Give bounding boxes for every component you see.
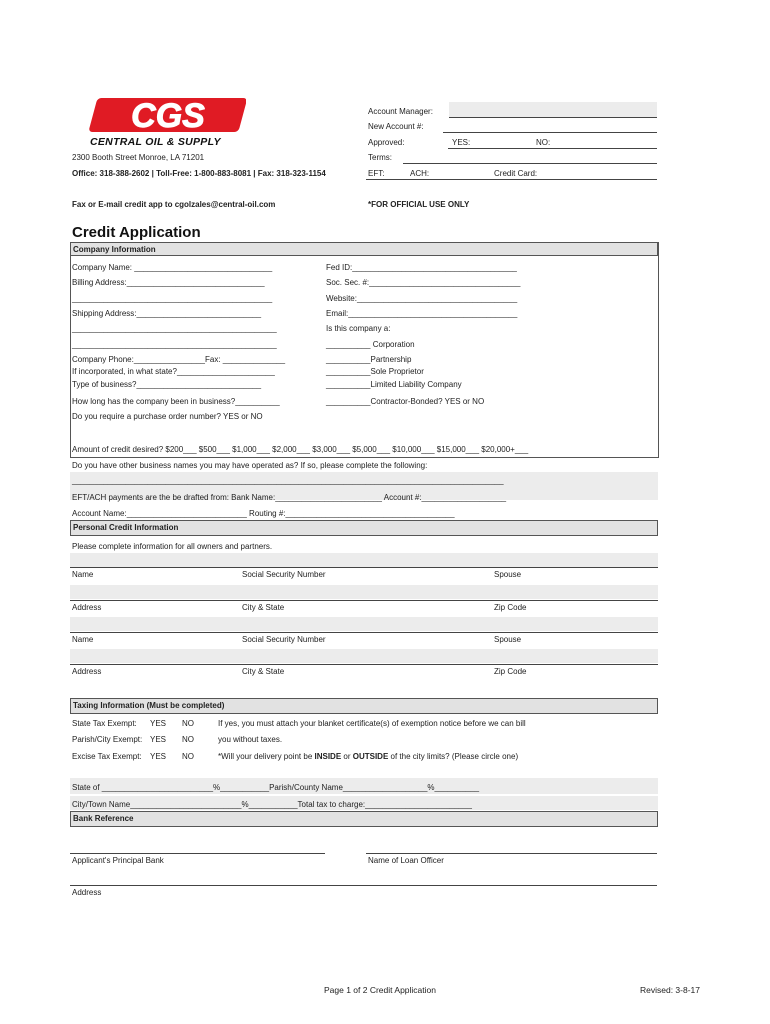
owner2-ssn-label: Social Security Number: [242, 635, 326, 644]
principal-bank-label: Applicant's Principal Bank: [72, 856, 164, 865]
credit-amount-field[interactable]: Amount of credit desired? $200___ $500___ $1,000___ $2,000___ $3,000___ $5,000___ $10,000___ $15,000___ $20,000+___: [72, 445, 529, 454]
page-title: Credit Application: [72, 224, 201, 241]
account-manager-line: [449, 117, 657, 118]
loan-officer-label: Name of Loan Officer: [368, 856, 444, 865]
shipping-address-line2[interactable]: ______________________________________________: [72, 324, 277, 333]
owner1-ssn-label: Social Security Number: [242, 570, 326, 579]
owner2-spouse-label: Spouse: [494, 635, 522, 644]
page-footer: Page 1 of 2 Credit Application: [324, 985, 436, 995]
incorporated-state-field[interactable]: If incorporated, in what state?______________________: [72, 367, 275, 376]
excise-exempt-label: Excise Tax Exempt:: [72, 752, 142, 761]
state-parish-tax-field[interactable]: State of _________________________%___________Parish/County Name___________________%__________: [72, 783, 480, 792]
delivery-text-a: *Will your delivery point be: [218, 752, 315, 761]
corporation-option[interactable]: __________ Corporation: [326, 340, 415, 349]
owner1-zip-label: Zip Code: [494, 603, 527, 612]
billing-address-field[interactable]: Billing Address:_______________________________: [72, 278, 265, 287]
company-type-question: Is this company a:: [326, 324, 391, 333]
owner1-row2-shade[interactable]: [70, 585, 658, 599]
shipping-address-line3[interactable]: ______________________________________________: [72, 340, 277, 349]
taxing-info-header-text: Taxing Information (Must be completed): [73, 701, 225, 710]
owner1-row1-shade[interactable]: [70, 553, 658, 567]
eft-label[interactable]: EFT:: [368, 169, 385, 178]
delivery-or: or: [341, 752, 353, 761]
parish-exempt-no[interactable]: NO: [182, 735, 194, 744]
owner1-name-label: Name: [72, 570, 94, 579]
city-total-tax-field[interactable]: City/Town Name_________________________%___________Total tax to charge:________________________: [72, 800, 472, 809]
partnership-option[interactable]: __________Partnership: [326, 355, 412, 364]
owner1-address-label: Address: [72, 603, 102, 612]
new-account-line[interactable]: [443, 132, 657, 133]
owner2-row2-line: [70, 664, 658, 665]
personal-instructions: Please complete information for all owners and partners.: [72, 542, 273, 551]
owner2-row1-shade[interactable]: [70, 617, 658, 631]
llc-option[interactable]: __________Limited Liability Company: [326, 380, 462, 389]
approved-label: Approved:: [368, 138, 405, 147]
logo-letters: CGS: [131, 97, 205, 135]
eft-line: [366, 179, 657, 180]
owner1-row2-line: [70, 600, 658, 601]
account-manager-field[interactable]: [449, 102, 657, 117]
owner2-city-state-label: City & State: [242, 667, 285, 676]
contractor-bonded-option[interactable]: __________Contractor-Bonded? YES or NO: [326, 397, 485, 406]
state-exempt-yes[interactable]: YES: [150, 719, 167, 728]
fax-email-note: Fax or E-mail credit app to cgolzales@central-oil.com: [72, 200, 276, 209]
terms-label: Terms:: [368, 153, 392, 162]
owner2-row1-line: [70, 632, 658, 633]
bank-reference-header: Bank Reference: [70, 811, 658, 827]
logo-name: CENTRAL OIL & SUPPLY: [90, 136, 221, 148]
other-names-line[interactable]: _________________________________________________________________________________________________: [72, 476, 504, 485]
account-name-routing-field[interactable]: Account Name:___________________________ Routing #:______________________________________: [72, 509, 455, 518]
sole-proprietor-option[interactable]: __________Sole Proprietor: [326, 367, 424, 376]
owner2-row2-shade[interactable]: [70, 649, 658, 663]
revision-date: Revised: 3-8-17: [640, 985, 701, 995]
principal-bank-line[interactable]: [70, 853, 325, 854]
parish-exempt-label: Parish/City Exempt:: [72, 735, 143, 744]
owner2-zip-label: Zip Code: [494, 667, 527, 676]
company-info-box: [70, 242, 659, 458]
terms-line[interactable]: [403, 163, 657, 164]
account-manager-label: Account Manager:: [368, 107, 433, 116]
other-names-question: Do you have other business names you may have operated as? If so, please complete the following:: [72, 461, 428, 470]
inside-option[interactable]: INSIDE: [314, 752, 342, 761]
website-field[interactable]: Website:____________________________________: [326, 294, 518, 303]
state-exempt-no[interactable]: NO: [182, 719, 194, 728]
personal-credit-header: Personal Credit Information: [70, 520, 658, 536]
official-use-note: *FOR OFFICIAL USE ONLY: [368, 200, 470, 209]
state-exempt-label: State Tax Exempt:: [72, 719, 137, 728]
new-account-label: New Account #:: [368, 122, 424, 131]
business-duration-field[interactable]: How long has the company been in business?__________: [72, 397, 280, 406]
loan-officer-line[interactable]: [366, 853, 657, 854]
billing-address-line2[interactable]: _____________________________________________: [72, 294, 273, 303]
exemption-note-1: If yes, you must attach your blanket certificate(s) of exemption notice before we can bill: [218, 719, 526, 728]
company-info-header: Company Information: [70, 242, 658, 256]
approved-no[interactable]: NO:: [536, 138, 551, 147]
fed-id-field[interactable]: Fed ID:_____________________________________: [326, 263, 517, 272]
soc-sec-field[interactable]: Soc. Sec. #:__________________________________: [326, 278, 521, 287]
parish-exempt-yes[interactable]: YES: [150, 735, 167, 744]
excise-exempt-yes[interactable]: YES: [150, 752, 167, 761]
outside-option[interactable]: OUTSIDE: [352, 752, 389, 761]
exemption-note-2: you without taxes.: [218, 735, 283, 744]
company-logo: [86, 96, 246, 152]
owner2-address-label: Address: [72, 667, 102, 676]
credit-card-label[interactable]: Credit Card:: [494, 169, 538, 178]
shipping-address-field[interactable]: Shipping Address:____________________________: [72, 309, 262, 318]
company-address: 2300 Booth Street Monroe, LA 71201: [72, 153, 205, 162]
excise-exempt-no[interactable]: NO: [182, 752, 194, 761]
taxing-info-header: [70, 698, 658, 714]
delivery-text-b: of the city limits? (Please circle one): [388, 752, 519, 761]
company-name-field[interactable]: Company Name: _______________________________: [72, 263, 273, 272]
ach-label[interactable]: ACH:: [410, 169, 430, 178]
delivery-point-question[interactable]: [218, 752, 518, 761]
business-type-field[interactable]: Type of business?____________________________: [72, 380, 262, 389]
owner1-city-state-label: City & State: [242, 603, 285, 612]
owner1-spouse-label: Spouse: [494, 570, 522, 579]
company-contact: Office: 318-388-2602 | Toll-Free: 1-800-883-8081 | Fax: 318-323-1154: [72, 169, 326, 178]
eft-ach-bank-field[interactable]: EFT/ACH payments are the be drafted from: Bank Name:________________________ Account #:___________________: [72, 493, 507, 502]
owner2-name-label: Name: [72, 635, 94, 644]
bank-address-line[interactable]: [70, 885, 657, 886]
approved-line: [448, 148, 657, 149]
owner1-row1-line: [70, 567, 658, 568]
company-phone-field[interactable]: Company Phone:________________Fax: ______________: [72, 355, 286, 364]
email-field[interactable]: Email:______________________________________: [326, 309, 518, 318]
bank-address-label: Address: [72, 888, 102, 897]
cgs-logo-mark: [86, 96, 246, 136]
purchase-order-question[interactable]: Do you require a purchase order number? YES or NO: [72, 412, 263, 421]
approved-yes[interactable]: YES:: [452, 138, 471, 147]
